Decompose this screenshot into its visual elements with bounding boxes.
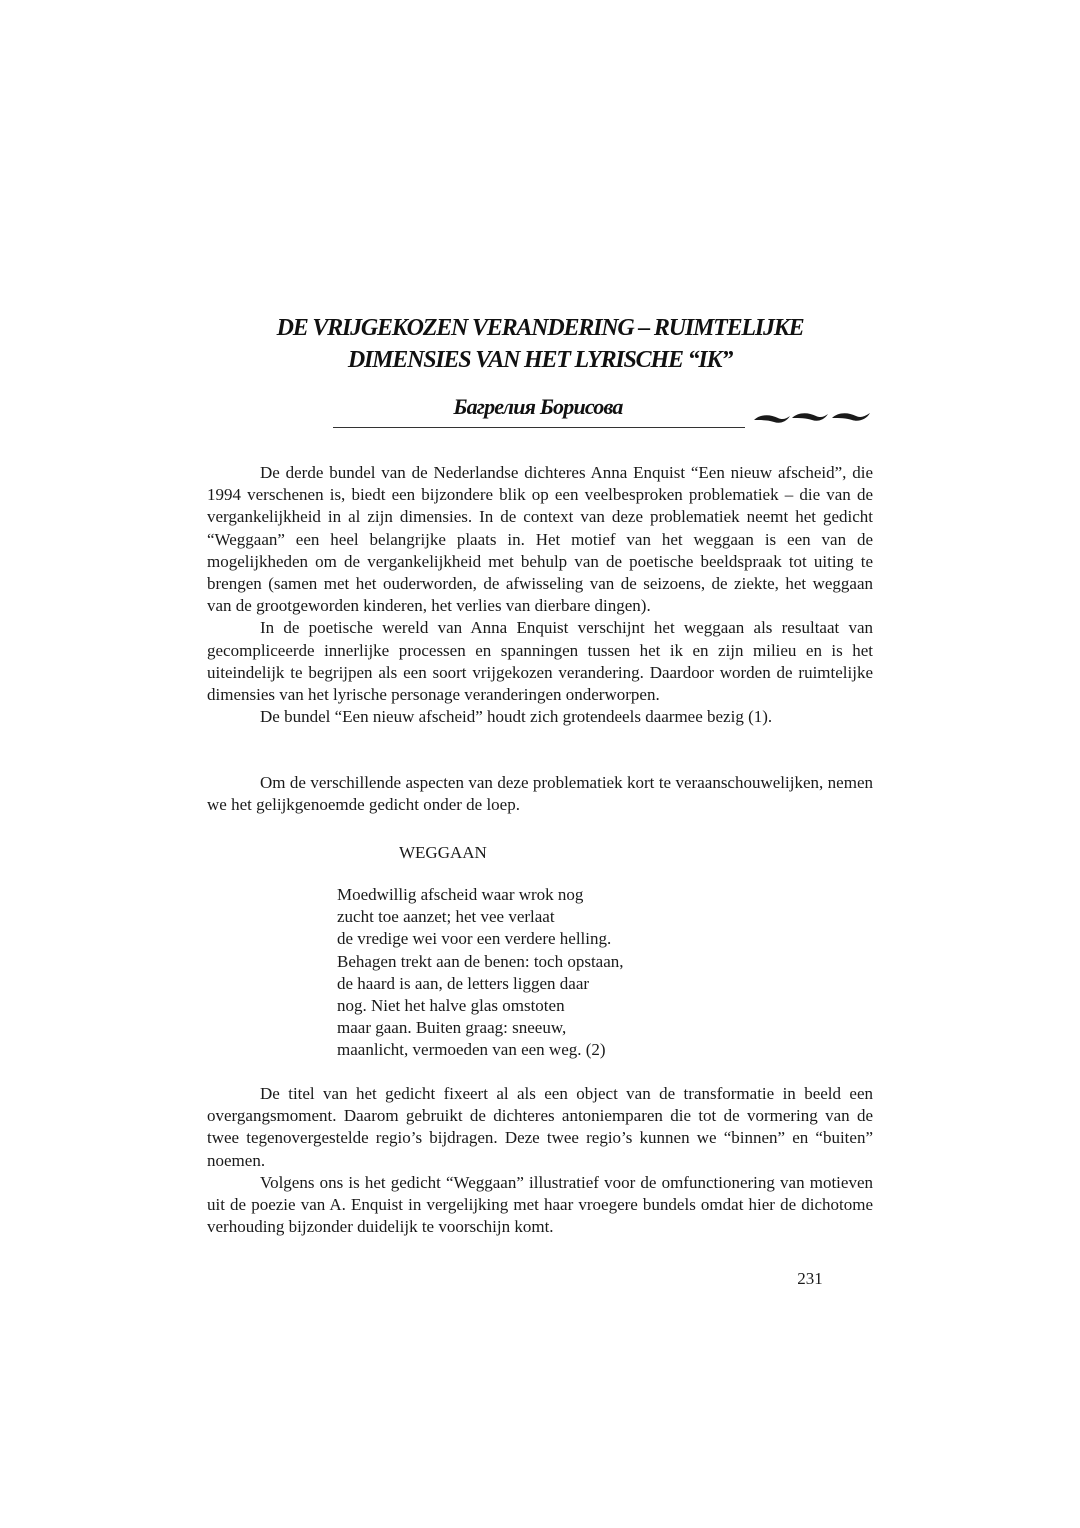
poem-line: Behagen trekt aan de benen: toch opstaan, (337, 951, 624, 971)
author-underline (333, 427, 745, 428)
article-title-line-2: DIMENSIES VAN HET LYRISCHE “IK” (347, 347, 733, 373)
page-number: 231 (797, 1269, 823, 1288)
poem-line: nog. Niet het halve glas omstoten (337, 996, 565, 1016)
body-section-1 (207, 462, 873, 728)
paragraph: In de poetische wereld van Anna Enquist verschijnt het weggaan als resultaat van gecompliceerde innerlijke processen en spanningen tussen het ik en zijn milieu en is het uiteindelijk te begrijpen als een soort vrijgekozen verandering. Daardoor worden de ruimtelijke dimensies van het lyrische personage veranderingen onderworpen. (207, 618, 873, 705)
poem-line: de haard is aan, de letters liggen daar (337, 973, 590, 993)
paragraph: Volgens ons is het gedicht “Weggaan” illustratief voor de omfunctionering van motieven uit de poezie van A. Enquist in vergelijking met haar vroegere bundels omdat hier de dichotome verhouding bijzonder duidelijk te voorschijn komt. (207, 1172, 873, 1237)
decorative-ornament (752, 404, 872, 428)
poem-line: de vredige wei voor een verdere helling. (337, 929, 612, 949)
paragraph: De derde bundel van de Nederlandse dichteres Anna Enquist “Een nieuw afscheid”, die 1994 verschenen is, biedt een bijzondere blik op een veelbesproken problematiek – die van de vergankelijkheid in al zijn dimensies. In de context van deze problematiek neemt het gedicht “Weggaan” een heel belangrijke plaats in. Het motief van het weggaan is een van de mogelijkheden om de vergankelijkheid met behulp van de poetische beeldspraak tot uiting te brengen (samen met het ouderworden, de afwisseling van de seizoens, de ziekte, het weggaan van de grootgeworden kinderen, het verlies van dierbare dingen). (207, 463, 873, 616)
poem-line: maar gaan. Buiten graag: sneeuw, (337, 1018, 567, 1038)
poem-line: maanlicht, vermoeden van een weg. (2) (337, 1040, 606, 1060)
paragraph: De titel van het gedicht fixeert al als een object van de transformatie in beeld een overgangsmoment. Daarom gebruikt de dichteres antoniemparen die tot de vormering van de twee tegenovergestelde regio’s bijdragen. Deze twee regio’s kunnen we “binnen” en “buiten” noemen. (207, 1084, 873, 1170)
poem-line: zucht toe aanzet; het vee verlaat (337, 907, 555, 927)
poem-line: Moedwillig afscheid waar wrok nog (337, 885, 584, 904)
author-name: Багрелия Борисова (453, 394, 623, 419)
paragraph: Om de verschillende aspecten van deze problematiek kort te veraanschouwelijken, nemen we het gelijkgenoemde gedicht onder de loep. (207, 773, 873, 815)
poem-title: WEGGAAN (399, 843, 487, 862)
body-section-2 (207, 772, 873, 816)
article-title-line-1: DE VRIJGEKOZEN VERANDERING – RUIMTELIJKE (276, 315, 804, 341)
poem (337, 884, 624, 1062)
paragraph: De bundel “Een nieuw afscheid” houdt zich grotendeels daarmee bezig (1). (260, 707, 773, 727)
body-section-3 (207, 1083, 873, 1238)
